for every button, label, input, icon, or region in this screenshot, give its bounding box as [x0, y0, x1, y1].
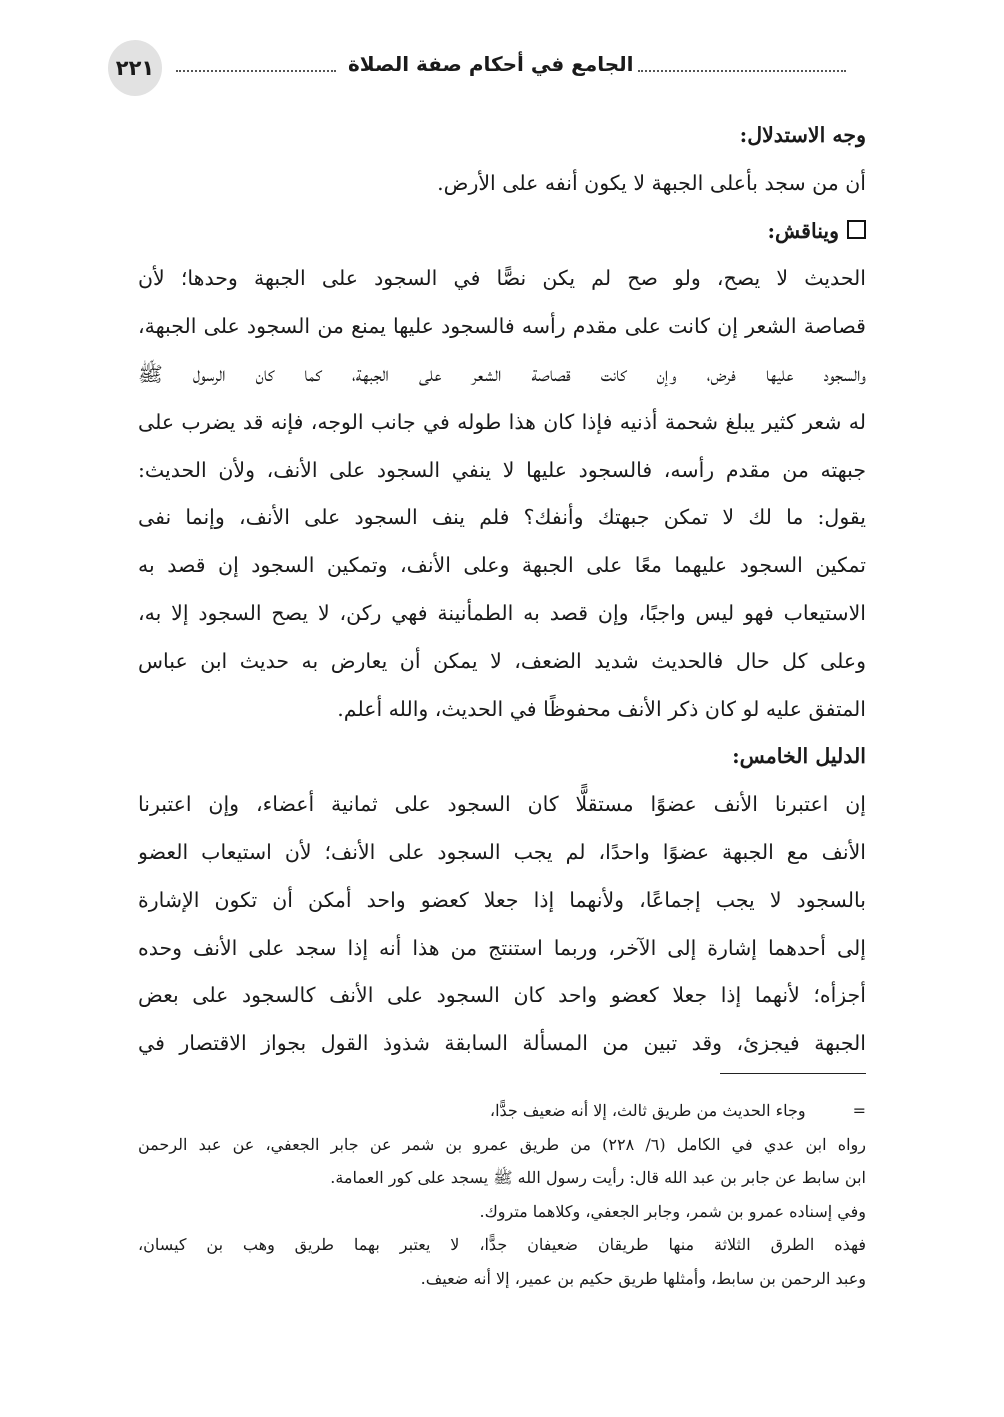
text-line [138, 638, 866, 686]
line-text: الحديث لا يصح، ولو صح لم يكن نصًّا في السجود على الجبهة وحدها؛ لأن [138, 266, 866, 291]
line-text: الدليل الخامس: [732, 744, 866, 769]
line-text: ويناقش: [767, 218, 839, 243]
line-text: الأنف مع الجبهة عضوًا واحدًا، لم يجب السجود على الأنف؛ لأن استيعاب العضو [138, 839, 866, 864]
text-line [138, 494, 866, 542]
text-line [138, 447, 866, 495]
text-line [138, 877, 866, 925]
checkbox-square-icon [847, 220, 866, 239]
line-text: أجزأه؛ لأنهما إذا جعلا كعضو واحد كان السجود على الأنف كالسجود على بعض [138, 983, 866, 1008]
text-line [138, 542, 866, 590]
line-text: وجه الاستدلال: [739, 123, 866, 147]
line-text: يقول: ما لك لا تمكن جبهتك وأنفك؟ فلم ينف السجود على الأنف، وإنما نفى [138, 505, 866, 530]
line-text: قصاصة الشعر إن كانت على مقدم رأسه فالسجود عليها يمنع من السجود على الجبهة، [138, 314, 866, 339]
text-line [138, 972, 866, 1020]
footnote-line [138, 1195, 866, 1229]
line-text: وجاء الحديث من طريق ثالث، إلا أنه ضعيف جدًّا، [489, 1101, 806, 1120]
line-text: وفي إسناده عمرو بن شمر، وجابر الجعفي، وكلاهما متروك. [479, 1201, 866, 1221]
line-text: تمكين السجود عليهما معًا على الجبهة وعلى الأنف، وتمكين السجود إن قصد به [138, 553, 866, 578]
text-line [138, 351, 866, 399]
running-header [108, 40, 868, 96]
dotted-leader [176, 70, 336, 72]
text-line [138, 829, 866, 877]
section-heading [138, 208, 866, 256]
continuation-mark: = [852, 1101, 866, 1120]
text-line [138, 160, 866, 208]
footnote-line [138, 1262, 866, 1296]
footnote-line [138, 1228, 866, 1262]
footnote-separator [720, 1073, 866, 1074]
text-line [138, 1020, 866, 1068]
text-line [138, 781, 866, 829]
dotted-leader [638, 70, 846, 72]
section-heading [138, 112, 866, 160]
main-text [138, 112, 866, 1068]
footnotes [138, 1094, 866, 1295]
line-text: إلى أحدهما إشارة إلى الآخر، وربما استنتج من هذا أنه إذا سجد على الأنف وحده [138, 935, 866, 960]
line-text: وعبد الرحمن بن سابط، وأمثلها طريق حكيم بن عمير، إلا أنه ضعيف. [420, 1268, 866, 1288]
section-heading [138, 733, 866, 781]
line-text: المتفق عليه لو كان ذكر الأنف محفوظًا في الحديث، والله أعلم. [337, 696, 866, 721]
text-line [138, 303, 866, 351]
text-line [138, 590, 866, 638]
line-text: بالسجود لا يجب إجماعًا، ولأنهما إذا جعلا كعضو واحد أمكن أن تكون الإشارة [138, 887, 866, 912]
footnote-line [138, 1094, 866, 1128]
line-text: ابن سابط عن جابر بن عبد الله قال: رأيت رسول الله ﷺ يسجد على كور العمامة. [330, 1168, 866, 1187]
line-text: فهذه الطرق الثلاثة منها طريقان ضعيفان جدًّا، لا يعتبر بهما طريق وهب بن كيسان، [138, 1235, 866, 1254]
text-line [138, 925, 866, 973]
line-text: له شعر كثير يبلغ شحمة أذنيه فإذا كان هذا طوله في جانب الوجه، فإنه قد يضرب على [138, 409, 866, 434]
text-line [138, 399, 866, 447]
line-text: أن من سجد بأعلى الجبهة لا يكون أنفه على الأرض. [437, 170, 866, 195]
line-text: الاستيعاب فهو ليس واجبًا، وإن قصد به الطمأنينة فهي ركن، لا يصح السجود إلا به، [138, 600, 866, 625]
line-text: وعلى كل حال فالحديث شديد الضعف، لا يمكن أن يعارض به حديث ابن عباس [138, 648, 866, 673]
text-line [138, 686, 866, 734]
page-number: ٢٢١ [108, 40, 162, 96]
line-text: إن اعتبرنا الأنف عضوًا مستقلًّا كان السجود على ثمانية أعضاء، وإن اعتبرنا [138, 792, 866, 817]
line-text: والسجود عليها فرض، وإن كانت قصاصة الشعر على الجبهة، كما كان الرسول ﷺ [138, 361, 866, 386]
footnote-line [138, 1128, 866, 1162]
footnote-line [138, 1161, 866, 1195]
line-text: جبهته من مقدم رأسه، فالسجود عليها لا ينفي السجود على الأنف، ولأن الحديث: [138, 457, 866, 482]
text-line [138, 255, 866, 303]
line-text: رواه ابن عدي في الكامل (٦/ ٢٢٨) من طريق عمرو بن شمر عن جابر الجعفي، عن عبد الرحمن [138, 1134, 866, 1154]
line-text: الجبهة فيجزئ، وقد تبين من المسألة السابقة شذوذ القول بجواز الاقتصار في [138, 1031, 866, 1056]
running-title: الجامع في أحكام صفة الصلاة [348, 52, 634, 76]
